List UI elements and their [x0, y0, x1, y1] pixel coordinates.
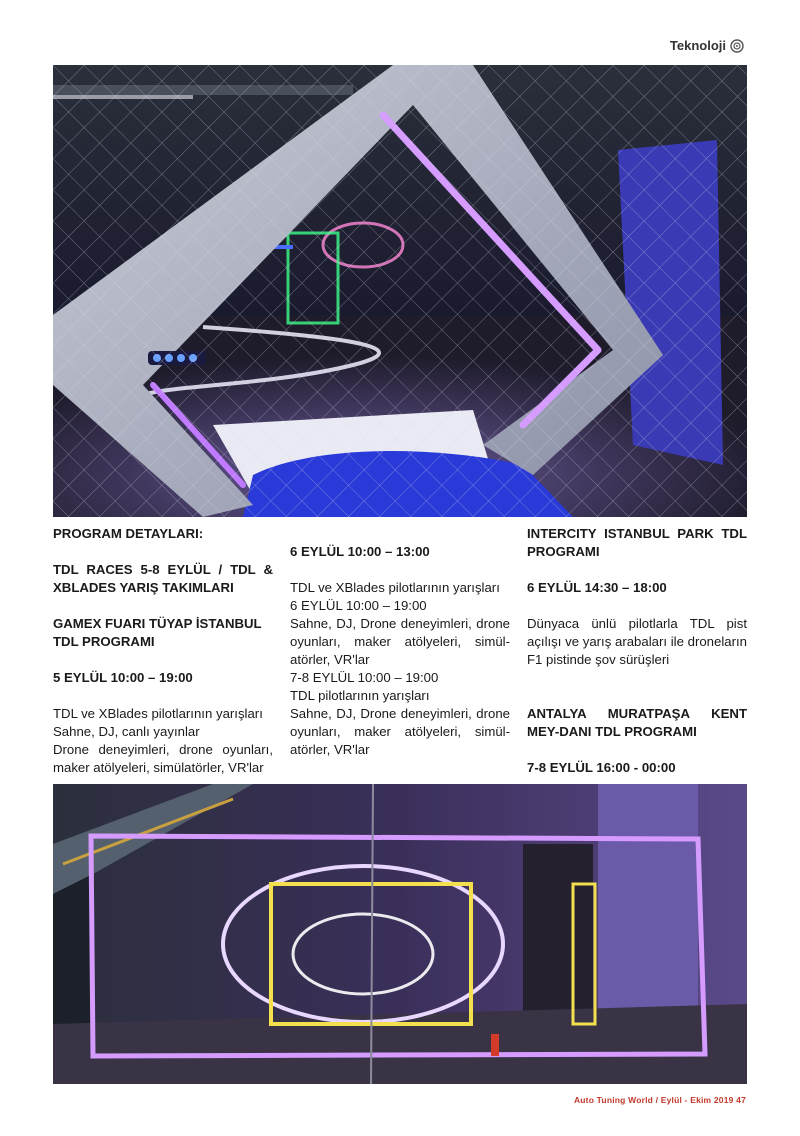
section-label [670, 38, 744, 53]
text-line: TDL ve XBlades pilotlarının yarışları [290, 580, 500, 595]
heading-gamex: GAMEX FUARI TÜYAP İSTANBUL TDL PROGRAMI [53, 616, 262, 649]
column-1 [53, 525, 273, 777]
footer-publication: Auto Tuning World / Eylül - Ekim 2019 47 [573, 1095, 746, 1105]
gear-badge-icon [730, 39, 744, 53]
heading-date-5-eylul: 5 EYLÜL 10:00 – 19:00 [53, 670, 193, 685]
text-line: Dünyaca ünlü pilotlarla TDL pist açılışı ve yarış arabaları ile droneların F1 pistinde şov sürüşleri [527, 616, 747, 667]
text-line: 6 EYLÜL 10:00 – 19:00 [290, 598, 427, 613]
text-line: Sahne, DJ, canlı yayınlar [53, 724, 200, 739]
heading-date-6-eylul-intercity: 6 EYLÜL 14:30 – 18:00 [527, 580, 667, 595]
photo-neon-hall [53, 784, 747, 1084]
text-line: Sahne, DJ, Drone deneyimleri, drone oyunları, maker atölyeleri, simül-atörler, VR'lar [290, 616, 510, 667]
heading-date-6-eylul: 6 EYLÜL 10:00 – 13:00 [290, 544, 430, 559]
text-line: 7-8 EYLÜL 10:00 – 19:00 [290, 670, 439, 685]
photo-drone-gate [53, 65, 747, 517]
column-3 [527, 525, 747, 777]
heading-program-details: PROGRAM DETAYLARI: [53, 526, 204, 541]
section-title: Teknoloji [669, 38, 726, 53]
text-line: Sahne, DJ, Drone deneyimleri, drone oyunları, maker atölyeleri, simül-atörler, VR'lar [290, 706, 510, 757]
heading-intercity: INTERCITY ISTANBUL PARK TDL PROGRAMI [527, 526, 747, 559]
column-2 [290, 543, 510, 759]
heading-date-7-8-eylul: 7-8 EYLÜL 16:00 - 00:00 [527, 760, 676, 775]
text-line: TDL pilotlarının yarışları [290, 688, 430, 703]
text-line: Drone deneyimleri, drone oyunları, maker atölyeleri, simülatörler, VR'lar [53, 742, 273, 775]
heading-tdl-races: TDL RACES 5-8 EYLÜL / TDL & XBLADES YARIŞ TAKIMLARI [53, 562, 273, 595]
text-line: TDL ve XBlades pilotlarının yarışları [53, 706, 263, 721]
heading-antalya: ANTALYA MURATPAŞA KENT MEY-DANI TDL PROGRAMI [527, 706, 747, 739]
